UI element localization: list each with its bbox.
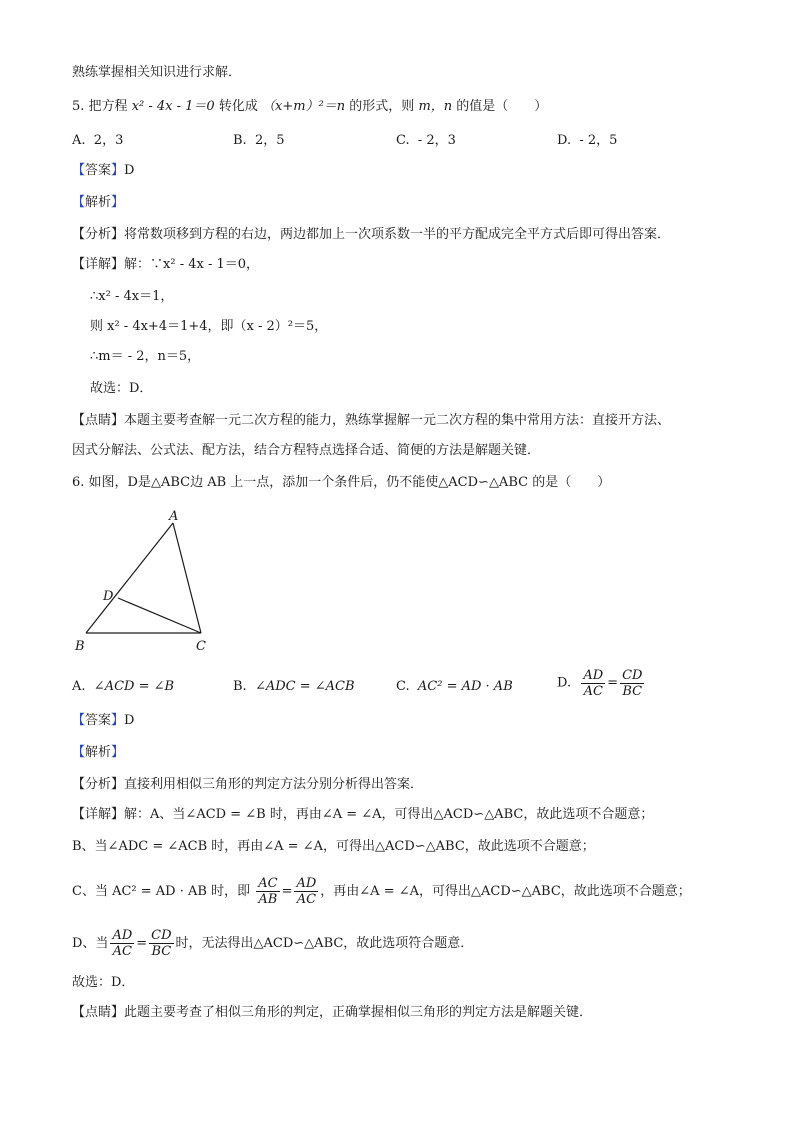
q6-detail-c [72,874,691,910]
q5-vars: m，n [418,99,453,114]
q5-option-c-text: - 2，3 [417,133,456,148]
q6-detail-c-num-1: AC [258,876,278,891]
q6-detail-d-den-2: BC [151,944,172,959]
q6-choose: 故选：D． [72,975,135,990]
q6-detail-b: B、当∠ADC = ∠ACB 时，再由∠A = ∠A，可得出△ACD∽△ABC，故此选项不合题意； [72,839,595,854]
q5-number: 5. [72,99,85,114]
vertex-c-label: C [196,639,206,654]
q5-option-b-text: 2，5 [254,133,285,148]
q6-detail-d-num-2: CD [151,928,172,943]
q6-option-d-fraction-1 [581,668,605,699]
q6-detail-d-eq: = [136,936,148,951]
q5-detail-line-2: ∴x² - 4x＝1， [90,289,174,304]
q5-fenxi-text: 将常数项移到方程的右边，两边都加上一次项系数一半的平方配成完全平方式后即可得出答案． [124,227,671,242]
point-d-label: D [103,589,114,604]
q6-detail-c-eq: = [281,884,293,899]
q6-analysis-tag: 解析 [85,745,112,760]
q6-detail-d-fraction-1 [110,928,134,959]
q6-option-b-text: ∠ADC = ∠ACB [254,679,355,694]
q6-dianjing: 【点睛】此题主要考查了相似三角形的判定，正确掌握相似三角形的判定方法是解题关键． [72,1005,593,1020]
q6-option-b-label: B. [233,679,247,694]
q5-dianjing-text-1: 本题主要考查解一元二次方程的能力，熟练掌握解一元二次方程的集中常用方法：直接开方法、 [124,413,671,428]
triangle-figure [70,505,220,655]
q6-option-d-eq: = [607,675,619,691]
vertex-b-label: B [75,639,85,654]
q6-answer: 【答案】D [72,713,135,728]
q6-option-a-text: ∠ACD = ∠B [93,679,175,694]
q6-option-d-den-2: BC [622,684,643,699]
q6-detail-d-pre: D、当 [72,936,109,951]
q5-equation: x² - 4x - 1＝0 [131,99,215,114]
q6-option-a[interactable] [72,678,174,696]
intro-line: 熟练掌握相关知识进行求解． [72,65,242,80]
q6-detail-a: 【详解】解：A、当∠ACD = ∠B 时，再由∠A = ∠A，可得出△ACD∽△ABC，故此选项不合题意； [72,807,654,822]
q6-detail-c-pre: C、当 AC² = AD · AB 时，即 [72,884,251,899]
q6-option-d-den-1: AC [583,684,603,699]
q5-detail-line-3: 则 x² - 4x+4＝1+4，即（x - 2）²＝5， [90,319,328,334]
q6-analysis-heading: 【解析】 [72,745,125,760]
q6-detail-tag: 详解 [85,807,112,822]
q5-option-b-label: B. [233,133,247,148]
q6-option-d-label: D. [557,675,572,691]
q6-answer-value: D [124,713,135,728]
q6-detail-d-den-1: AC [112,944,133,959]
q5-detail-line-5: 故选：D． [90,381,153,396]
q5-stem-c: 的形式，则 [349,99,415,114]
q6-detail-c-fraction-1 [256,876,279,907]
q5-option-d[interactable] [557,132,617,150]
q5-option-c[interactable] [396,132,456,150]
segment-cd [118,598,201,633]
q6-detail-c-den-2: AC [296,892,317,907]
q5-form: （x+m）²＝n [262,99,346,114]
q6-answer-tag: 答案 [85,713,112,728]
q5-analysis-tag: 解析 [85,195,112,210]
q6-option-c-label: C. [396,679,410,694]
q6-option-d-num-1: AD [583,668,604,683]
q5-option-a-label: A. [72,133,86,148]
q5-option-d-text: - 2，5 [579,133,618,148]
q6-detail-c-num-2: AD [296,876,317,891]
q5-detail-line-4: ∴m＝ - 2，n＝5， [90,349,201,364]
q5-option-d-label: D. [557,133,572,148]
q6-option-d[interactable] [557,668,646,699]
q5-dianjing-line-2: 因式分解法、公式法、配方法，结合方程特点选择合适、简便的方法是解题关键． [72,443,541,458]
q6-option-b[interactable] [233,678,355,696]
q6-detail-c-post: ，再由∠A = ∠A，可得出△ACD∽△ABC，故此选项不合题意； [320,884,691,899]
q5-option-a-text: 2，3 [93,133,124,148]
q6-option-d-num-2: CD [622,668,643,683]
q5-stem-d: 的值是（ ） [456,99,548,114]
q5-dianjing: 【点睛】本题主要考查解一元二次方程的能力，熟练掌握解一元二次方程的集中常用方法：直接开方法、 [72,413,671,428]
vertex-a-label: A [169,509,179,524]
q5-stem-a: 把方程 [88,99,128,114]
q6-dianjing-tag: 点睛 [85,1005,112,1020]
q6-dianjing-text: 此题主要考查了相似三角形的判定，正确掌握相似三角形的判定方法是解题关键． [124,1005,593,1020]
q6-detail-d-num-1: AD [112,928,133,943]
side-ab [86,523,173,633]
q6-option-c[interactable] [396,678,513,696]
q5-fenxi-tag: 分析 [85,227,112,242]
q6-detail-c-den-1: AB [258,892,278,907]
q6-fenxi-tag: 分析 [85,777,112,792]
q5-option-b[interactable] [233,132,285,150]
q5-dianjing-tag: 点睛 [85,413,112,428]
q5-detail-line-1: 【详解】解：∵x² - 4x - 1＝0， [72,257,260,272]
q5-option-c-label: C. [396,133,410,148]
q6-detail-d-fraction-2 [149,928,173,959]
q6-option-a-label: A. [72,679,86,694]
q6-option-c-text: AC² = AD · AB [417,679,513,694]
q5-stem [72,98,547,116]
q5-detail-tag: 详解 [85,257,112,272]
q6-fenxi: 【分析】直接利用相似三角形的判定方法分别分析得出答案． [72,777,424,792]
q5-option-a[interactable] [72,132,123,150]
q5-stem-b: 转化成 [218,99,258,114]
q6-detail-a-text: 解：A、当∠ACD = ∠B 时，再由∠A = ∠A，可得出△ACD∽△ABC，故此选项不合题意； [124,807,654,822]
q6-fenxi-text: 直接利用相似三角形的判定方法分别分析得出答案． [124,777,424,792]
side-ac [173,523,201,633]
q5-fenxi: 【分析】将常数项移到方程的右边，两边都加上一次项系数一半的平方配成完全平方式后即可得出答案． [72,227,671,242]
q6-detail-c-fraction-2 [294,876,318,907]
q6-stem: 6. 如图，D是△ABC边 AB 上一点，添加一个条件后，仍不能使△ACD∽△ABC 的是（ ） [72,475,611,490]
q6-detail-d-post: 时，无法得出△ACD∽△ABC，故此选项符合题意． [175,936,474,951]
q6-option-d-fraction-2 [620,668,644,699]
q5-answer-tag: 答案 [85,163,112,178]
q6-detail-d [72,926,473,962]
q5-answer-value: D [124,163,135,178]
q5-detail-text-1: 解：∵x² - 4x - 1＝0， [124,257,260,272]
q5-answer: 【答案】D [72,163,135,178]
q5-analysis-heading: 【解析】 [72,195,125,210]
